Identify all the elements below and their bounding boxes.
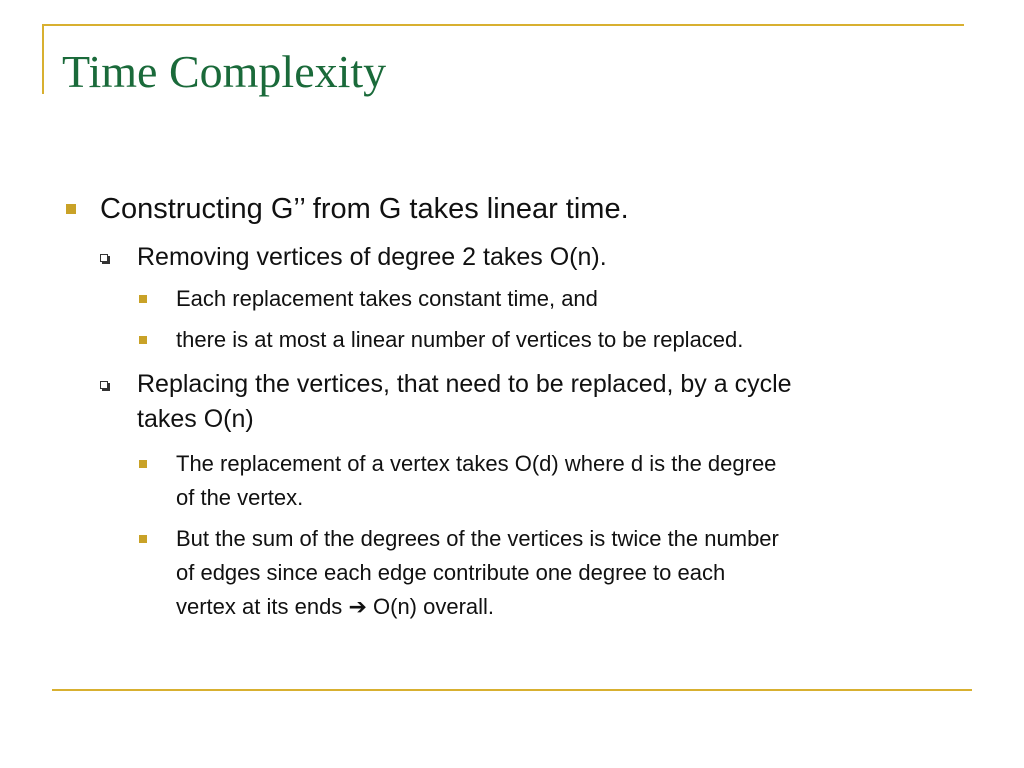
bullet-text-line: of edges since each edge contribute one degree to each <box>176 560 726 585</box>
hollow-square-bullet-icon <box>100 254 108 262</box>
bullet-text: Constructing G’’ from G takes linear time. <box>100 193 629 225</box>
slide-title: Time Complexity <box>62 46 387 97</box>
bullet-level3 <box>176 282 976 316</box>
top-rule <box>42 24 964 26</box>
bullet-text-line: takes O(n) <box>137 405 254 433</box>
bullet-text: Each replacement takes constant time, and <box>176 286 598 311</box>
bullet-text-line: of the vertex. <box>176 485 304 510</box>
bullet-text-line: The replacement of a vertex takes O(d) where d is the degree <box>176 451 777 476</box>
right-arrow-icon: ➔ <box>348 595 367 620</box>
square-bullet-icon <box>139 295 147 303</box>
bullet-level2 <box>137 367 977 437</box>
bullet-text-line <box>176 590 976 625</box>
bullet-level3 <box>176 522 976 625</box>
square-bullet-icon <box>66 204 76 214</box>
bullet-text: Removing vertices of degree 2 takes O(n). <box>137 243 607 271</box>
bullet-text-line: Replacing the vertices, that need to be replaced, by a cycle <box>137 370 792 398</box>
bullet-level3 <box>176 323 976 357</box>
bullet-level2 <box>137 240 977 275</box>
bottom-rule <box>52 689 972 691</box>
bullet-text-line: But the sum of the degrees of the vertices is twice the number <box>176 526 779 551</box>
bullet-text-segment: vertex at its ends <box>176 594 343 619</box>
square-bullet-icon <box>139 460 147 468</box>
bullet-text-segment: O(n) overall. <box>373 594 495 619</box>
square-bullet-icon <box>139 336 147 344</box>
bullet-level3 <box>176 447 976 515</box>
bullet-text: there is at most a linear number of vertices to be replaced. <box>176 327 744 352</box>
square-bullet-icon <box>139 535 147 543</box>
bullet-level1 <box>100 192 980 226</box>
left-rule <box>42 24 44 94</box>
hollow-square-bullet-icon <box>100 381 108 389</box>
